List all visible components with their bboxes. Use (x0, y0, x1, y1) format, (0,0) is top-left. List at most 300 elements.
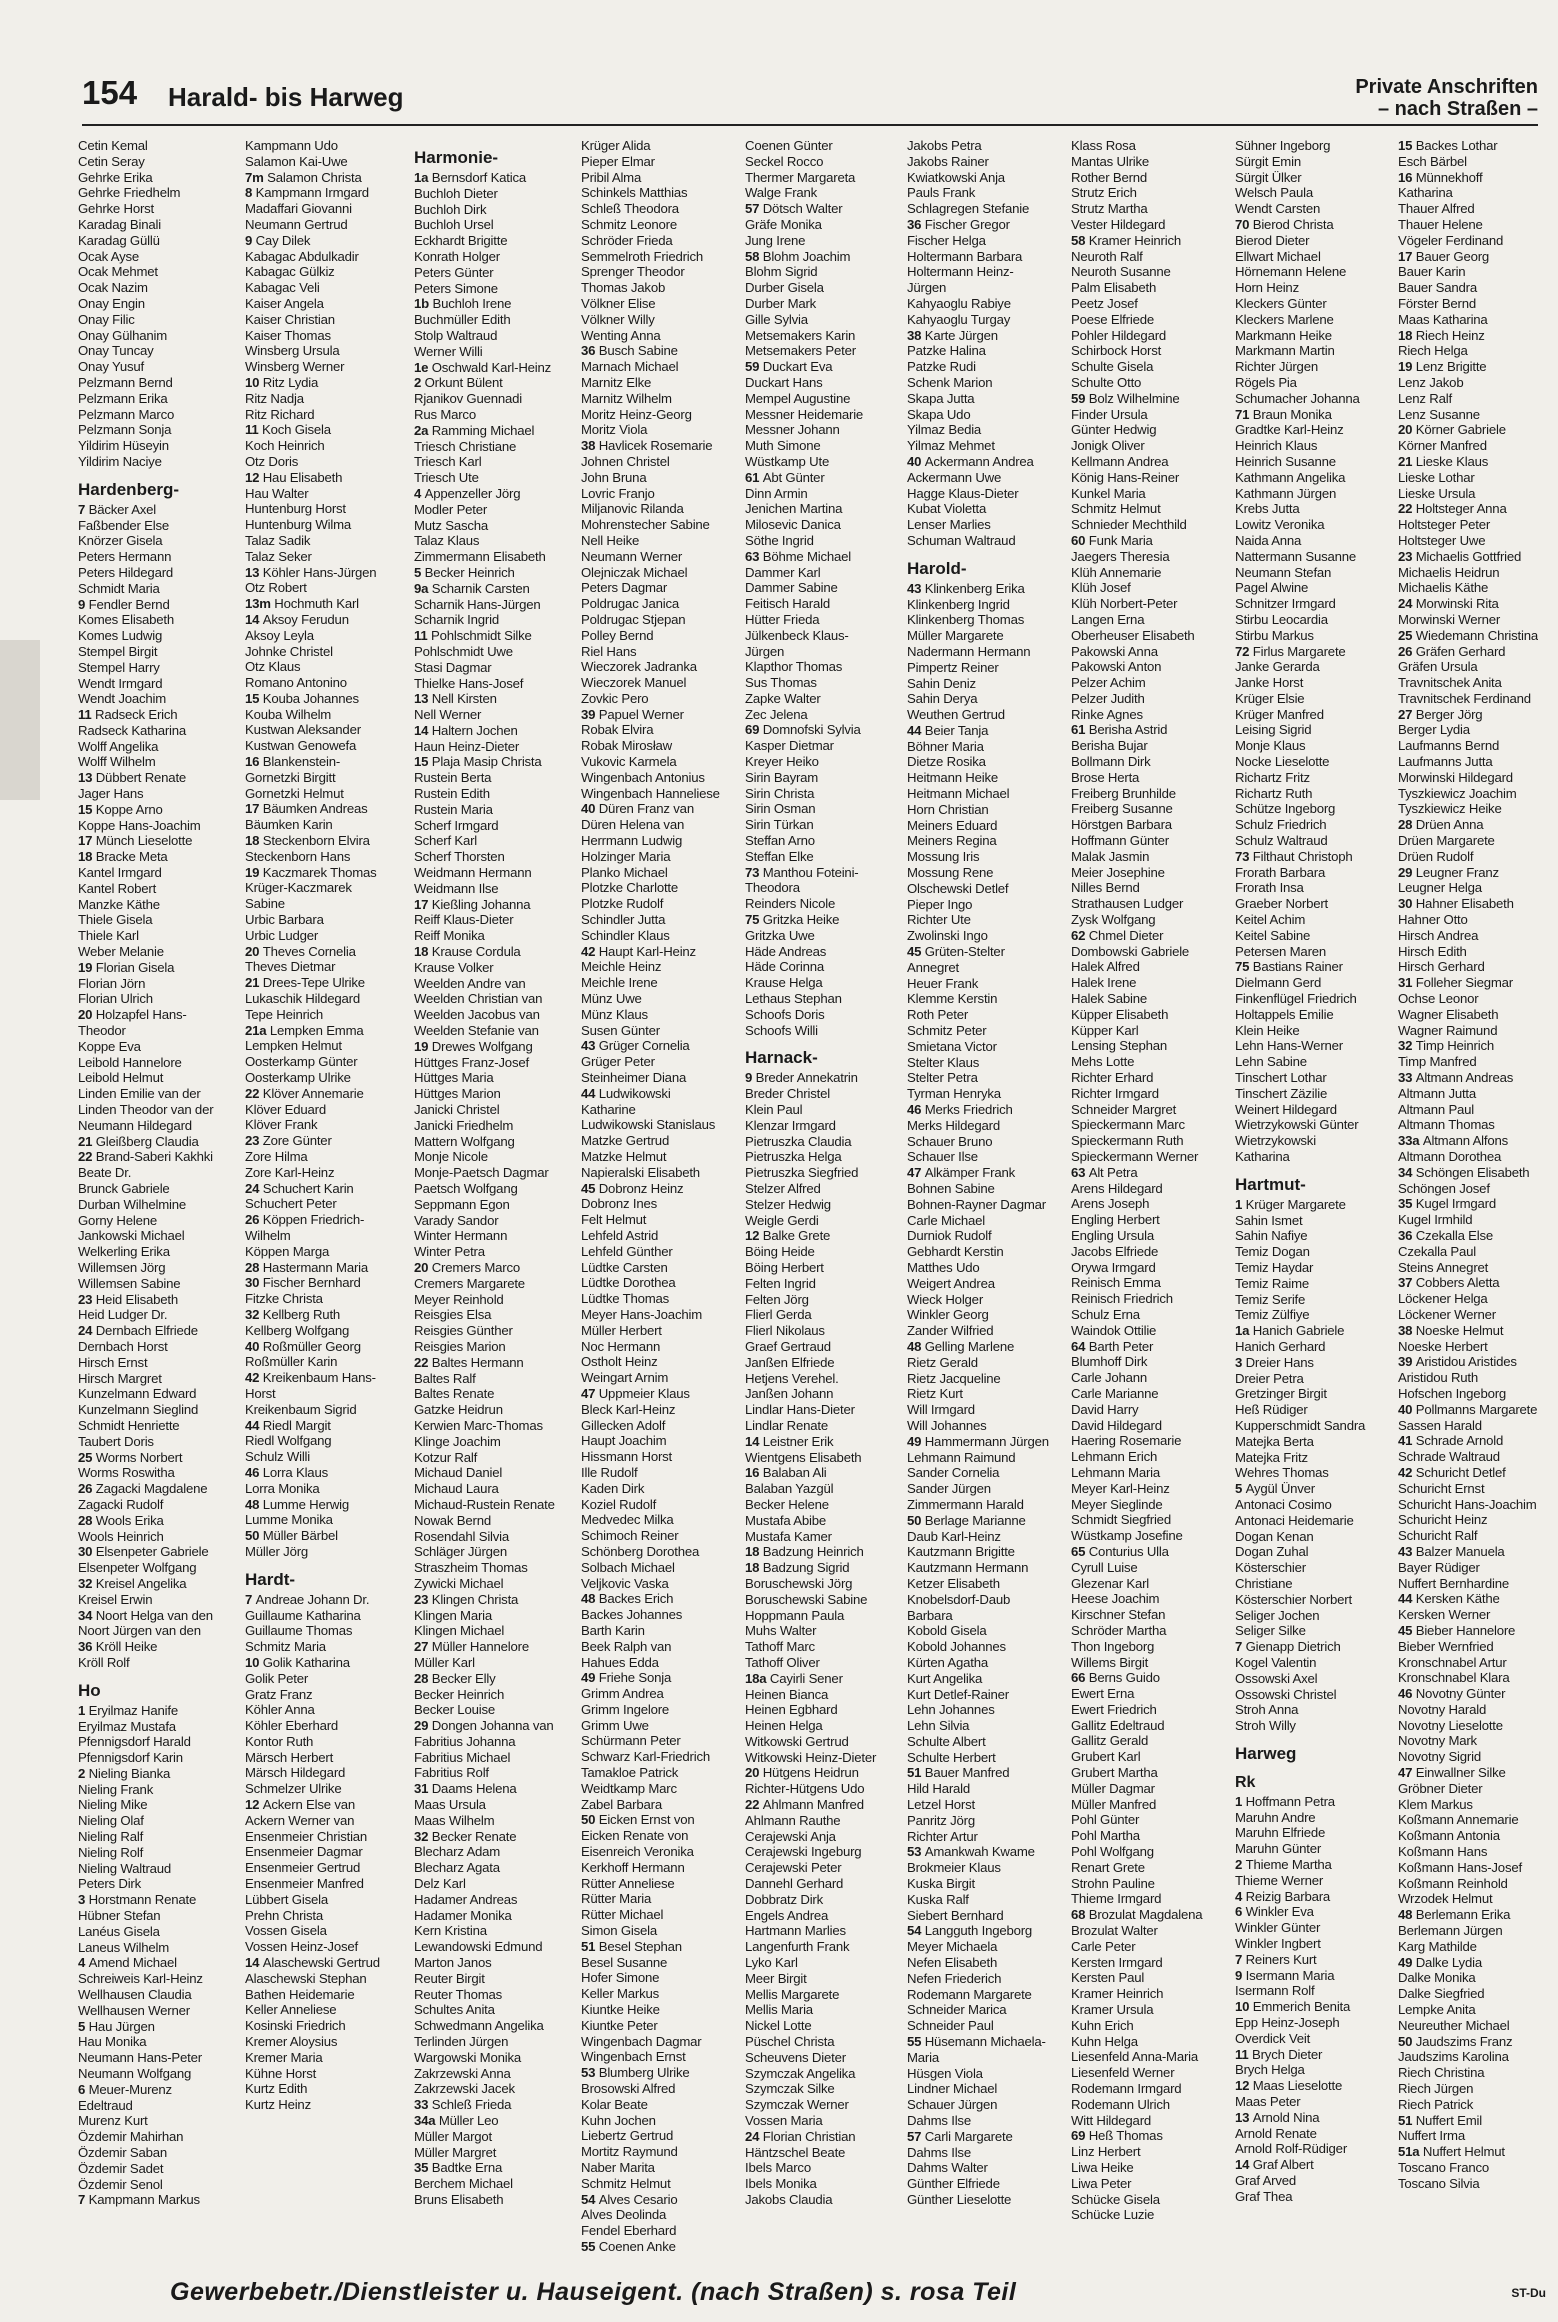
resident-entry: 21 Drees-Tepe Ulrike (245, 975, 365, 991)
resident-entry: Matzke Gertrud (581, 1133, 670, 1149)
resident-entry: Nieling Olaf (78, 1813, 144, 1829)
resident-entry: Dogan Kenan (1235, 1528, 1314, 1544)
resident-entry: Schwarz Karl-Friedrich (581, 1749, 710, 1765)
resident-entry: 47 Alkämper Frank (907, 1165, 1016, 1181)
resident-entry: Schöngen Josef (1398, 1180, 1490, 1196)
resident-entry: Backes Johannes (581, 1607, 683, 1623)
resident-entry: Edeltraud (78, 2097, 133, 2113)
resident-entry: Liesenfeld Anna-Maria (1071, 2049, 1199, 2065)
resident-entry: 14 Aksoy Ferudun (245, 611, 349, 627)
resident-entry: Plotzke Charlotte (581, 880, 679, 896)
resident-entry: Michaelis Heidrun (1398, 564, 1500, 580)
house-number: 19 (78, 959, 96, 975)
resident-entry: 46 Merks Friedrich (907, 1102, 1013, 1118)
resident-entry: 20 Theves Cornelia (245, 943, 356, 959)
resident-entry: Schulz Willi (245, 1449, 311, 1465)
resident-entry: Fabritius Michael (414, 1749, 511, 1765)
resident-entry: 10 Emmerich Benita (1235, 1999, 1351, 2015)
resident-entry: Völkner Elise (581, 295, 656, 311)
resident-entry: Arens Joseph (1071, 1196, 1150, 1212)
resident-entry: Lenz Ralf (1398, 390, 1452, 406)
resident-entry: 22 Klöver Annemarie (245, 1085, 364, 1101)
resident-entry: Talaz Klaus (414, 533, 480, 549)
resident-entry: Ochse Leonor (1398, 991, 1479, 1007)
resident-entry: Pribil Alma (581, 169, 642, 185)
resident-entry: Lehn Hans-Werner (1235, 1038, 1343, 1054)
resident-entry: Schmidt Henriette (78, 1417, 180, 1433)
resident-entry: Schücke Luzie (1071, 2207, 1155, 2223)
resident-entry: Stroh Anna (1235, 1702, 1299, 1718)
resident-entry: Kuhn Helga (1071, 2033, 1138, 2049)
house-number: 21 (1398, 453, 1416, 469)
resident-entry: Schwedmann Angelika (414, 2018, 544, 2034)
resident-entry: Barbara (907, 1607, 953, 1623)
resident-entry: Reinisch Friedrich (1071, 1291, 1173, 1307)
resident-entry: Cetin Seray (78, 153, 145, 169)
resident-entry: Schauer Ilse (907, 1149, 978, 1165)
resident-entry: Hüsgen Viola (907, 2065, 983, 2081)
resident-entry: Ossowski Christel (1235, 1686, 1337, 1702)
resident-entry: Günther Lieselotte (907, 2192, 1012, 2207)
resident-entry: Vukovic Karmela (581, 754, 677, 770)
house-number: 2 (78, 1765, 89, 1781)
resident-entry: Fabritius Johanna (414, 1733, 516, 1749)
resident-entry: Kwiatkowski Anja (907, 169, 1005, 185)
resident-entry: 12 Ackern Else van (245, 1797, 356, 1813)
resident-entry: Zywicki Michael (414, 1575, 504, 1591)
resident-entry: Dammer Karl (745, 564, 821, 580)
resident-entry: Müller Jörg (245, 1543, 309, 1559)
resident-entry: Temiz Serife (1235, 1291, 1306, 1307)
resident-entry: Pohl Günter (1071, 1812, 1140, 1828)
house-number: 22 (78, 1149, 96, 1165)
resident-entry: 47 Uppmeier Klaus (581, 1385, 690, 1401)
resident-entry: Schirbock Horst (1071, 343, 1162, 359)
house-number: 43 (1398, 1543, 1416, 1559)
resident-entry: Gille Sylvia (745, 311, 808, 327)
footer-note: Gewerbebetr./Dienstleister u. Hauseigent. (nach Straßen) s. rosa Teil (170, 2278, 1017, 2306)
resident-entry: Neumann Hans-Peter (78, 2050, 202, 2066)
resident-entry: Klingen Michael (414, 1623, 505, 1639)
resident-entry: Travnitschek Ferdinand (1398, 690, 1531, 706)
resident-entry: Wilhelm (245, 1227, 291, 1243)
resident-entry: Matejka Berta (1235, 1433, 1314, 1449)
house-number: 7 (78, 501, 89, 517)
resident-entry: 14 Alaschewski Gertrud (245, 1955, 380, 1971)
resident-entry: Theodora (745, 880, 800, 896)
resident-entry: Neureuther Michael (1398, 2017, 1510, 2033)
house-number: 4 (1235, 1888, 1246, 1904)
resident-entry: Brokmeier Klaus (907, 1860, 1001, 1876)
resident-entry: Rietz Gerald (907, 1354, 978, 1370)
resident-entry: Oberheuser Elisabeth (1071, 627, 1195, 643)
house-number: 18 (1398, 327, 1416, 343)
house-number: 31 (1398, 975, 1416, 991)
house-number: 5 (78, 2018, 89, 2034)
resident-entry: 6 Meuer-Murenz (78, 2081, 172, 2097)
resident-entry: Rütter Michael (581, 1907, 664, 1923)
house-number: 1 (78, 1702, 89, 1718)
resident-entry: 61 Abt Günter (745, 469, 825, 485)
resident-entry: Walge Frank (745, 185, 818, 201)
house-number: 12 (745, 1228, 763, 1244)
resident-entry: Schönberg Dorothea (581, 1543, 700, 1559)
resident-entry: Varady Sandor (414, 1212, 499, 1228)
resident-entry: Triesch Ute (414, 470, 479, 486)
resident-entry: Onay Gülhanim (78, 327, 168, 343)
resident-entry: Maas Wilhelm (414, 1812, 495, 1828)
resident-entry: Eryilmaz Mustafa (78, 1718, 176, 1734)
resident-entry: Schuricht Heinz (1398, 1512, 1488, 1528)
resident-entry: Richter Irmgard (1071, 1085, 1159, 1101)
resident-entry: Schmidt Siegfried (1071, 1512, 1171, 1528)
resident-entry: 5 Becker Heinrich (414, 564, 515, 580)
resident-entry: Krüger-Kaczmarek (245, 880, 352, 896)
resident-entry: 22 Brand-Saberi Kakhki (78, 1149, 213, 1165)
resident-entry: Lübbert Gisela (245, 1891, 328, 1907)
resident-entry: Mohrenstecher Sabine (581, 517, 710, 533)
resident-entry: Keller Markus (581, 1986, 660, 2002)
resident-entry: Napieralski Elisabeth (581, 1164, 700, 1180)
resident-entry: Jakobs Rainer (907, 153, 989, 169)
resident-entry: 13m Hochmuth Karl (245, 596, 359, 612)
resident-entry: Kuhn Erich (1071, 2017, 1134, 2033)
resident-entry: Küpper Elisabeth (1071, 1006, 1169, 1022)
resident-entry: Koziel Rudolf (581, 1496, 657, 1512)
resident-entry: Olejniczak Michael (581, 564, 688, 580)
resident-entry: Kersten Irmgard (1071, 1954, 1163, 1970)
house-number: 55 (581, 2238, 599, 2254)
resident-entry: Klapthor Thomas (745, 659, 843, 675)
resident-entry: Cerajewski Ingeburg (745, 1844, 862, 1860)
resident-entry: Kaden Dirk (581, 1480, 645, 1496)
section-label (1355, 76, 1538, 121)
directory-column (78, 138, 228, 2208)
resident-entry: Ibels Marco (745, 2160, 811, 2176)
resident-entry: Matejka Fritz (1235, 1449, 1308, 1465)
resident-entry: Schnieder Mechthild (1071, 517, 1187, 533)
resident-entry: 7 Gienapp Dietrich (1235, 1639, 1341, 1655)
resident-entry: 46 Novotny Günter (1398, 1686, 1506, 1702)
resident-entry: Wingenbach Antonius (581, 769, 705, 785)
house-number: 14 (1235, 2157, 1253, 2173)
resident-entry: Maas Katharina (1398, 311, 1488, 327)
resident-entry: Klem Markus (1398, 1796, 1473, 1812)
resident-entry: Riech Helga (1398, 343, 1468, 359)
resident-entry: Hofer Simone (581, 1970, 660, 1986)
resident-entry: Löckener Werner (1398, 1306, 1496, 1322)
house-number: 25 (78, 1449, 96, 1465)
resident-entry: Bathen Heidemarie (245, 1986, 355, 2002)
house-number: 3 (78, 1892, 89, 1908)
resident-entry: Thiele Karl (78, 928, 139, 944)
resident-entry: Baltes Ralf (414, 1370, 476, 1386)
resident-entry: Naber Marita (581, 2160, 655, 2175)
resident-entry: Rodemann Ulrich (1071, 2096, 1170, 2112)
resident-entry: Stelter Klaus (907, 1054, 980, 1070)
resident-entry: Waindok Ottilie (1071, 1322, 1157, 1338)
resident-entry: Novotny Sigrid (1398, 1749, 1481, 1765)
resident-entry: Johnke Christel (245, 643, 333, 659)
directory-column (745, 138, 895, 2208)
resident-entry: Kunzelmann Edward (78, 1386, 197, 1402)
resident-entry: Schmelzer Ulrike (245, 1781, 342, 1797)
resident-entry: Wagner Raimund (1398, 1022, 1498, 1038)
resident-entry: Plotzke Rudolf (581, 896, 664, 912)
resident-entry: Schneider Margret (1071, 1101, 1177, 1117)
resident-entry: Bieber Wernfried (1398, 1638, 1494, 1654)
resident-entry: 19 Lenz Brigitte (1398, 359, 1487, 375)
resident-entry: 73 Filthaut Christoph (1235, 848, 1353, 864)
resident-entry: Metsemakers Peter (745, 343, 856, 359)
resident-entry: 12 Balke Grete (745, 1228, 831, 1244)
resident-entry: Heß Rüdiger (1235, 1402, 1308, 1418)
resident-entry: Langen Erna (1071, 611, 1145, 627)
house-number: 44 (245, 1417, 263, 1433)
house-number: 39 (581, 706, 599, 722)
resident-entry: Lieske Lothar (1398, 469, 1475, 485)
street-heading: Ho (78, 1680, 101, 1700)
resident-entry: Janicki Friedhelm (414, 1117, 514, 1133)
resident-entry: Halek Sabine (1071, 991, 1148, 1007)
page-code: ST-Du (1511, 2286, 1546, 2300)
resident-entry: 28 Wools Erika (78, 1512, 164, 1528)
resident-entry: Lenz Jakob (1398, 374, 1464, 390)
resident-entry: Orywa Irmgard (1071, 1259, 1156, 1275)
resident-entry: Mehs Lotte (1071, 1054, 1135, 1070)
house-number: 50 (1398, 2033, 1416, 2049)
house-number: 44 (581, 1085, 599, 1101)
resident-entry: Salamon Kai-Uwe (245, 153, 348, 169)
resident-entry: Monje Nicole (414, 1149, 488, 1165)
resident-entry: Besel Susanne (581, 1954, 668, 1970)
resident-entry: Durniok Rudolf (907, 1228, 992, 1244)
resident-entry: Strathausen Ludger (1071, 896, 1184, 912)
resident-entry: Rietz Jacqueline (907, 1370, 1001, 1386)
resident-entry: Dielmann Gerd (1235, 975, 1322, 991)
resident-entry: Aksoy Leyla (245, 627, 314, 643)
house-number: 11 (245, 422, 263, 438)
resident-entry: 34 Noort Helga van den (78, 1607, 213, 1623)
resident-entry: 4 Reizig Barbara (1235, 1888, 1331, 1904)
resident-entry: Köppen Marga (245, 1243, 330, 1259)
resident-entry: Schnitzer Irmgard (1235, 596, 1336, 612)
resident-entry: Prehn Christa (245, 1907, 324, 1923)
resident-entry: Cremers Margarete (414, 1275, 525, 1291)
resident-entry: Dobronz Ines (581, 1196, 658, 1212)
resident-entry: Pohler Hildegard (1071, 327, 1167, 343)
resident-entry: Müller Dagmar (1071, 1780, 1155, 1796)
resident-entry: Delz Karl (414, 1876, 466, 1892)
resident-entry: Weinert Hildegard (1235, 1101, 1337, 1117)
resident-entry: Kupperschmidt Sandra (1235, 1417, 1366, 1433)
resident-entry: Hetjens Verehel. (745, 1370, 839, 1386)
resident-entry: Nieling Rolf (78, 1844, 144, 1860)
resident-entry: Keller Anneliese (245, 2002, 337, 2018)
resident-entry: 7m Salamon Christa (245, 169, 362, 185)
house-number: 72 (1235, 643, 1253, 659)
resident-entry: Peetz Josef (1071, 295, 1138, 311)
resident-entry: Klinkenberg Ingrid (907, 596, 1010, 612)
resident-entry: Madaffari Giovanni (245, 201, 352, 217)
house-number: 53 (581, 2065, 599, 2081)
resident-entry: 9 Breder Annekatrin (745, 1070, 858, 1086)
house-number: 24 (745, 2128, 763, 2144)
resident-entry: Neumann Gertrud (245, 216, 348, 232)
resident-entry: Eicken Renate von (581, 1828, 689, 1844)
resident-entry: Krüger Alida (581, 138, 651, 153)
resident-entry: Seliger Jochen (1235, 1607, 1320, 1623)
house-number: 53 (907, 1844, 925, 1860)
resident-entry: Kerwien Marc-Thomas (414, 1417, 543, 1433)
house-number: 37 (1398, 1275, 1416, 1291)
resident-entry: Kautzmann Brigitte (907, 1544, 1015, 1560)
resident-entry: 7 Reiners Kurt (1235, 1951, 1317, 1967)
resident-entry: 33a Altmann Alfons (1398, 1133, 1509, 1149)
resident-entry: Dahms Walter (907, 2160, 988, 2176)
resident-entry: 63 Böhme Michael (745, 548, 852, 564)
resident-entry: Böing Heide (745, 1244, 815, 1260)
resident-entry: Peters Hildegard (78, 564, 174, 580)
house-number: 23 (1398, 548, 1416, 564)
resident-entry: Herrmann Ludwig (581, 833, 683, 849)
resident-entry: Kosinski Friedrich (245, 2018, 346, 2034)
resident-entry: Wargowski Monika (414, 2049, 521, 2065)
resident-entry: Simon Gisela (581, 1923, 658, 1939)
resident-entry: Witkowski Heinz-Dieter (745, 1749, 877, 1765)
resident-entry: Nefen Friederich (907, 1970, 1002, 1986)
resident-entry: Tyszkiewicz Heike (1398, 801, 1502, 817)
resident-entry: Triesch Christiane (414, 438, 517, 454)
resident-entry: 8 Kampmann Irmgard (245, 185, 369, 201)
resident-entry: Kahyaoglu Rabiye (907, 295, 1011, 311)
house-number: 2 (414, 375, 425, 391)
resident-entry: Müller Herbert (581, 1322, 662, 1338)
resident-entry: Guillaume Katharina (245, 1607, 361, 1623)
house-number: 2a (414, 422, 432, 438)
resident-entry: Felt Helmut (581, 1212, 647, 1228)
resident-entry: 38 Noeske Helmut (1398, 1322, 1504, 1338)
resident-entry: Hütter Frieda (745, 611, 820, 627)
resident-entry: 14 Graf Albert (1235, 2157, 1314, 2173)
resident-entry: Flierl Nikolaus (745, 1323, 825, 1339)
house-number: 1a (414, 170, 432, 185)
resident-entry: Maruhn Günter (1235, 1841, 1322, 1857)
resident-entry: Zakrzewski Jacek (414, 2081, 515, 2097)
resident-entry: Matzke Helmut (581, 1149, 667, 1164)
resident-entry: Beate Dr. (78, 1165, 132, 1181)
resident-entry: Skapa Jutta (907, 390, 975, 406)
resident-entry: 40 Pollmanns Margarete (1398, 1401, 1538, 1417)
resident-entry: Stasi Dagmar (414, 659, 492, 675)
resident-entry: Cerajewski Peter (745, 1860, 842, 1876)
resident-entry: Leibold Helmut (78, 1070, 164, 1086)
resident-entry: Beek Ralph van (581, 1638, 672, 1654)
resident-entry: Kronschnabel Artur (1398, 1654, 1507, 1670)
resident-entry: 42 Schuricht Detlef (1398, 1464, 1506, 1480)
resident-entry: 44 Ludwikowski (581, 1085, 671, 1101)
resident-entry: Rus Marco (414, 406, 476, 422)
resident-entry: 55 Coenen Anke (581, 2238, 676, 2254)
resident-entry: Neuroth Ralf (1071, 248, 1143, 264)
house-number: 11 (414, 628, 432, 644)
house-number: 18 (745, 1560, 763, 1576)
resident-entry: Fischer Helga (907, 232, 986, 248)
resident-entry: Vossen Heinz-Josef (245, 1939, 358, 1955)
resident-entry: Schinkels Matthias (581, 185, 688, 201)
resident-entry: Becker Louise (414, 1702, 495, 1718)
resident-entry: Hagge Klaus-Dieter (907, 485, 1019, 501)
resident-entry: Modler Peter (414, 501, 488, 517)
resident-entry: Mellis Maria (745, 2002, 813, 2018)
resident-entry: Lempke Anita (1398, 2002, 1476, 2018)
resident-entry: Dogan Zuhal (1235, 1544, 1309, 1560)
resident-entry: 12 Maas Lieselotte (1235, 2078, 1343, 2094)
resident-entry: Markmann Martin (1235, 343, 1335, 359)
resident-entry: 11 Brych Dieter (1235, 2046, 1323, 2062)
resident-entry: Münz Klaus (581, 1006, 648, 1022)
resident-entry: Rodemann Irmgard (1071, 2081, 1182, 2097)
resident-entry: Keitel Sabine (1235, 927, 1311, 943)
resident-entry: 66 Berns Guido (1071, 1670, 1160, 1686)
house-number: 25 (1398, 627, 1416, 643)
resident-entry: Lukaschik Hildegard (245, 991, 360, 1007)
resident-entry: Lehmann Erich (1071, 1449, 1158, 1465)
resident-entry: Toscano Franco (1398, 2160, 1490, 2175)
resident-entry: 19 Drewes Wolfgang (414, 1038, 533, 1054)
resident-entry: Lanéus Gisela (78, 1923, 160, 1939)
resident-entry: 1 Eryilmaz Hanife (78, 1702, 178, 1718)
resident-entry: Arens Hildegard (1071, 1180, 1163, 1196)
street-heading: Hardt- (245, 1569, 296, 1589)
resident-entry: Tyszkiewicz Joachim (1398, 785, 1517, 801)
resident-entry: Planko Michael (581, 864, 668, 880)
resident-entry: Hüttges Marion (414, 1086, 501, 1102)
house-number: 48 (245, 1496, 263, 1512)
resident-entry: Neuroth Susanne (1071, 264, 1171, 280)
resident-entry: Lenser Marlies (907, 517, 991, 533)
resident-entry: Häde Andreas (745, 943, 827, 959)
resident-entry: Lyko Karl (745, 1955, 798, 1971)
house-number: 45 (581, 1180, 599, 1196)
resident-entry: Münz Uwe (581, 991, 642, 1007)
house-number: 33 (414, 2097, 432, 2113)
resident-entry: Kurt Angelika (907, 1670, 983, 1686)
resident-entry: Riel Hans (581, 643, 637, 659)
resident-entry: 48 Lumme Herwig (245, 1496, 350, 1512)
resident-entry: Wenting Anna (581, 327, 661, 343)
house-number: 45 (907, 944, 925, 960)
resident-entry: Drüen Rudolf (1398, 848, 1474, 864)
resident-entry: Ensenmeier Dagmar (245, 1844, 363, 1860)
resident-entry: Berger Lydia (1398, 722, 1470, 738)
resident-entry: Kürten Agatha (907, 1654, 988, 1670)
resident-entry: Noc Hermann (581, 1338, 661, 1354)
resident-entry: Krebs Jutta (1235, 501, 1300, 517)
resident-entry: Lumme Monika (245, 1512, 333, 1528)
resident-entry: Pietruszka Siegfried (745, 1165, 859, 1181)
resident-entry: Witkowski Gertrud (745, 1733, 849, 1749)
resident-entry: Kersken Werner (1398, 1607, 1491, 1623)
resident-entry: Ostholt Heinz (581, 1354, 658, 1370)
resident-entry: Zapke Walter (745, 690, 821, 706)
resident-entry: Gallitz Gerald (1071, 1733, 1149, 1749)
resident-entry: 25 Worms Norbert (78, 1449, 183, 1465)
directory-column (581, 138, 731, 2255)
resident-entry: Vögeler Ferdinand (1398, 232, 1504, 248)
resident-entry: Hoppmann Paula (745, 1607, 845, 1623)
resident-entry: Semmelroth Friedrich (581, 248, 704, 264)
